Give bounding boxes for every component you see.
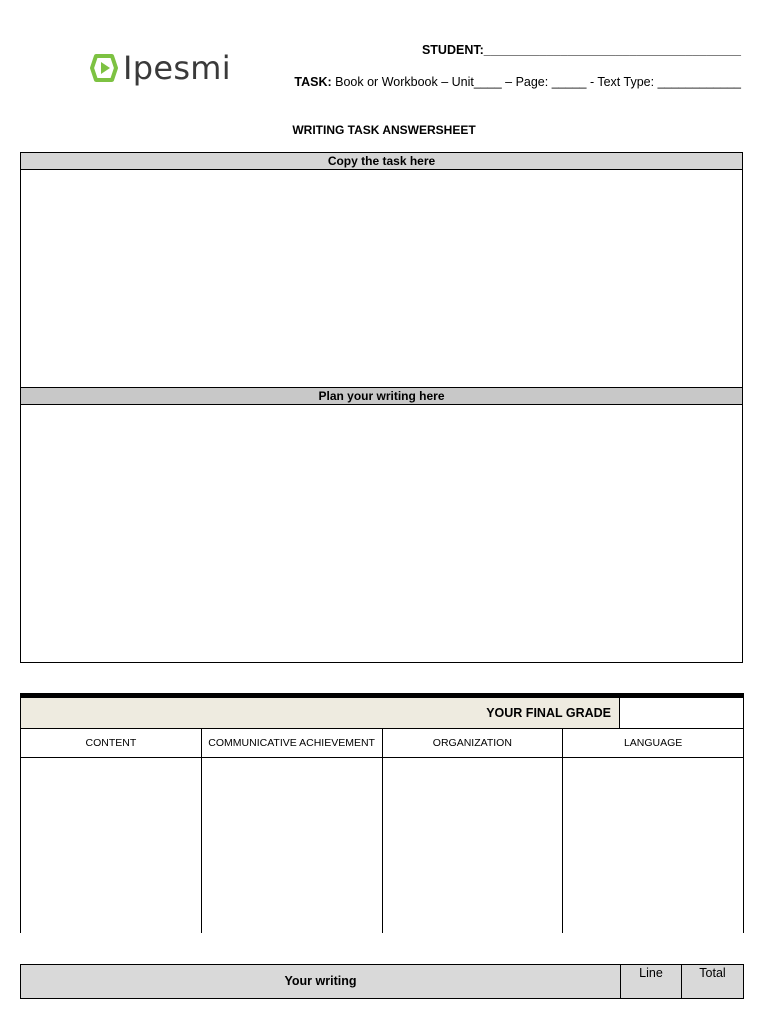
line-column-header: Line bbox=[621, 965, 682, 998]
criteria-organization-cell[interactable] bbox=[383, 758, 564, 933]
copy-task-area[interactable] bbox=[21, 170, 742, 387]
criteria-content-header: CONTENT bbox=[21, 729, 202, 757]
page-title: WRITING TASK ANSWERSHEET bbox=[292, 123, 476, 137]
plan-writing-area[interactable] bbox=[21, 405, 742, 662]
copy-task-header: Copy the task here bbox=[21, 153, 742, 170]
final-grade-label: YOUR FINAL GRADE bbox=[21, 698, 620, 728]
student-label: STUDENT: bbox=[421, 43, 484, 57]
criteria-language-cell[interactable] bbox=[563, 758, 744, 933]
criteria-communicative-header: COMMUNICATIVE ACHIEVEMENT bbox=[202, 729, 383, 757]
final-grade-cell[interactable] bbox=[620, 698, 743, 728]
plan-writing-section bbox=[20, 387, 743, 663]
criteria-body-row bbox=[20, 758, 744, 933]
criteria-language-header: LANGUAGE bbox=[563, 729, 744, 757]
task-details: Book or Workbook – Unit____ – Page: _____ - Text Type: ____________ bbox=[331, 75, 741, 89]
plan-writing-header: Plan your writing here bbox=[21, 388, 742, 405]
criteria-header-row bbox=[20, 729, 744, 758]
task-label: TASK: bbox=[294, 75, 332, 89]
task-field[interactable] bbox=[294, 75, 741, 89]
criteria-communicative-cell[interactable] bbox=[202, 758, 383, 933]
criteria-organization-header: ORGANIZATION bbox=[383, 729, 564, 757]
student-blank: _____________________________________ bbox=[483, 43, 741, 57]
your-writing-label: Your writing bbox=[21, 965, 621, 998]
logo-text: Ipesmi bbox=[123, 49, 231, 87]
logo bbox=[90, 50, 231, 86]
final-grade-row bbox=[20, 698, 744, 729]
your-writing-header-row bbox=[20, 964, 744, 999]
student-field[interactable] bbox=[422, 43, 741, 57]
play-hexagon-icon bbox=[90, 53, 118, 83]
copy-task-section bbox=[20, 152, 743, 388]
total-column-header: Total bbox=[699, 966, 726, 980]
criteria-content-cell[interactable] bbox=[21, 758, 202, 933]
